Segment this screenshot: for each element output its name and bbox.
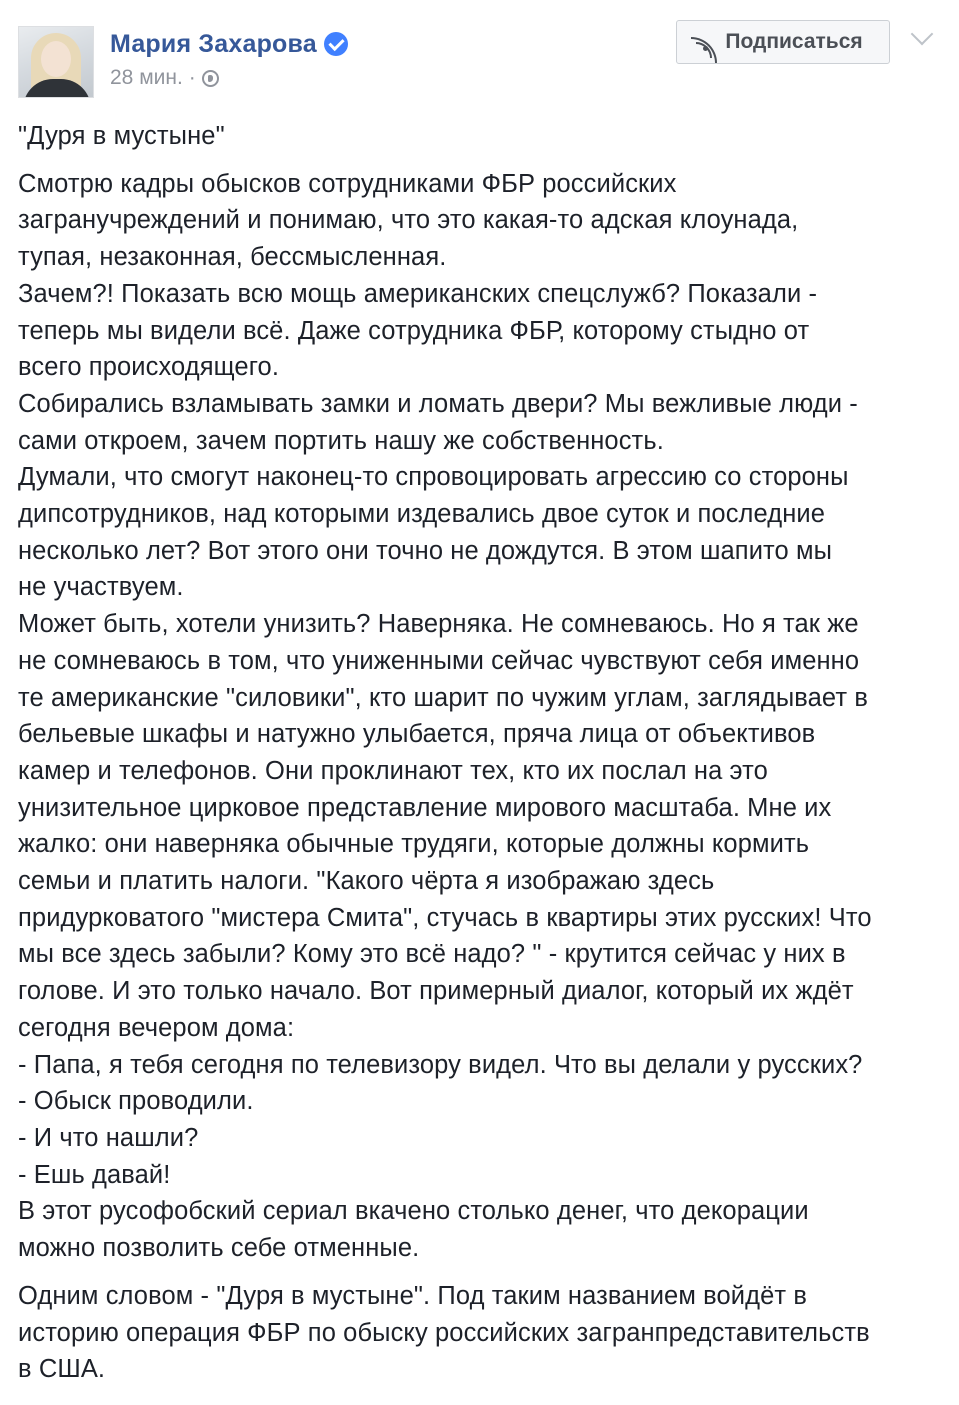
text-line: историю операция ФБР по обыску российских загранпредставительств [18,1318,870,1347]
text-line: камер и телефонов. Они проклинают тех, кто их послал на это [18,756,768,785]
text-line: - Обыск проводили. [18,1087,254,1116]
text-line: В этот русофобский сериал вкачено столько денег, что декорации [18,1197,809,1226]
text-line: Одним словом - "Дуря в мустыне". Под таким названием войдёт в [18,1281,808,1310]
text-line: тупая, незаконная, бессмысленная. [18,243,447,272]
post-meta [110,66,219,90]
avatar[interactable] [18,26,94,98]
text-line: в США. [18,1355,106,1384]
post-header [18,26,938,100]
text-line: Думали, что смогут наконец-то спровоцировать агрессию со стороны [18,463,849,492]
author-row [110,28,348,60]
subscribe-button-label: Подписаться [725,30,863,53]
text-line: - И что нашли? [18,1123,199,1152]
text-line: Смотрю кадры обысков сотрудниками ФБР российских [18,169,677,198]
text-line: бельевые шкафы и натужно улыбается, пряча лица от объективов [18,720,816,749]
text-line: не участвуем. [18,573,184,602]
text-line: те американские "силовики", кто шарит по чужим углам, заглядывает в [18,683,868,712]
text-line: жалко: они наверняка обычные трудяги, которые должны кормить [18,830,810,859]
text-line: можно позволить себе отменные. [18,1234,420,1263]
text-line: - Папа, я тебя сегодня по телевизору видел. Что вы делали у русских? [18,1050,863,1079]
text-line: мы все здесь забыли? Кому это всё надо? " - крутится сейчас у них в [18,940,846,969]
rss-icon [703,35,719,51]
text-line: сегодня вечером дома: [18,1013,295,1042]
text-line: сами откроем, зачем портить нашу же собственность. [18,426,664,455]
text-line: Зачем?! Показать всю мощь американских спецслужб? Показали - [18,279,818,308]
avatar-face [41,41,71,77]
paragraph-gap [18,1267,943,1278]
meta-separator: · [188,66,196,89]
verified-badge-icon [324,32,348,56]
text-line: семьи и платить налоги. "Какого чёрта я изображаю здесь [18,867,715,896]
post-main-text [18,166,943,1267]
chevron-down-icon[interactable] [911,23,934,46]
text-line: теперь мы видели всё. Даже сотрудника ФБР, которому стыдно от [18,316,810,345]
text-line: загранучреждений и понимаю, что это какая-то адская клоунада, [18,206,799,235]
author-name-link[interactable]: Мария Захарова [110,29,317,58]
text-line: Собирались взламывать замки и ломать двери? Мы вежливые люди - [18,389,858,418]
text-line: - Ешь давай! [18,1160,171,1189]
post-closing-text [18,1278,943,1388]
text-line: унизительное цирковое представление мирового масштаба. Мне их [18,793,832,822]
text-line: Может быть, хотели унизить? Наверняка. Не сомневаюсь. Но я так же [18,610,859,639]
text-line: не сомневаюсь в том, что униженными сейчас чувствуют себя именно [18,646,860,675]
text-line: голове. И это только начало. Вот примерный диалог, который их ждёт [18,977,854,1006]
text-line: дипсотрудников, над которыми издевались двое суток и последние [18,500,826,529]
text-line: несколько лет? Вот этого они точно не дождутся. В этом шапито мы [18,536,833,565]
globe-icon[interactable] [202,70,219,87]
post-body [18,118,943,1388]
post-timestamp[interactable]: 28 мин. [110,66,183,89]
text-line: всего происходящего. [18,353,280,382]
text-line: придурковатого "мистера Смита", стучась в квартиры этих русских! Что [18,903,872,932]
post-title-line: "Дуря в мустыне" [18,122,225,150]
subscribe-button[interactable] [676,20,890,64]
paragraph-gap [18,155,943,166]
